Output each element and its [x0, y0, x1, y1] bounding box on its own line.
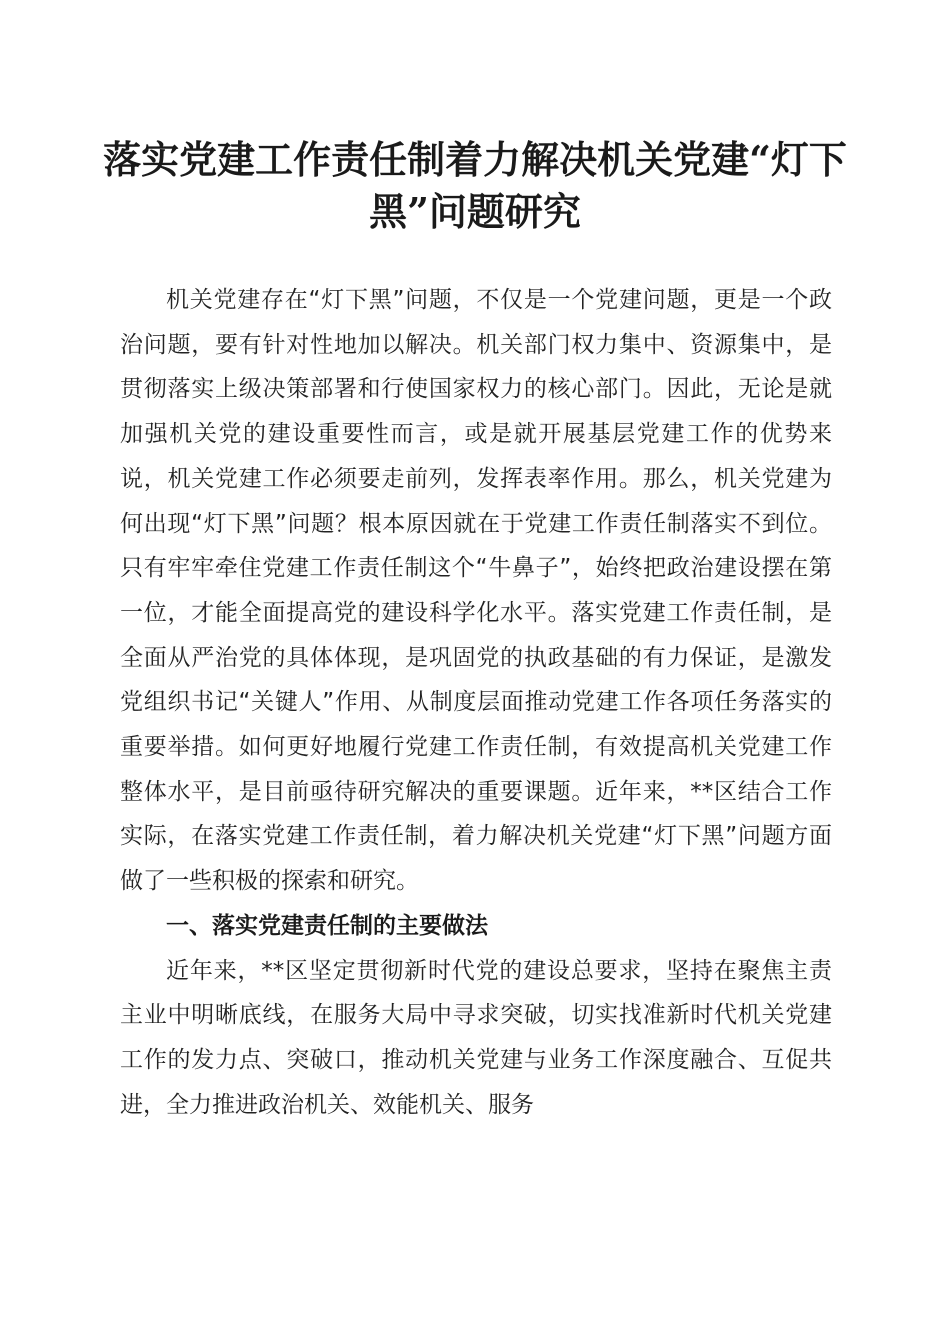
document-title-line-2: 黑”问题研究 [369, 189, 581, 234]
document-title [100, 134, 850, 238]
intro-paragraph: 机关党建存在“灯下黑”问题，不仅是一个党建问题，更是一个政治问题，要有针对性地加以解决。机关部门权力集中、资源集中，是贯彻落实上级决策部署和行使国家权力的核心部门。因此，无论是就加强机关党的建设重要性而言，或是就开展基层党建工作的优势来说，机关党建工作必须要走前列，发挥表率作用。那么，机关党建为何出现“灯下黑”问题？根本原因就在于党建工作责任制落实不到位。只有牢牢牵住党建工作责任制这个“牛鼻子”，始终把政治建设摆在第一位，才能全面提高党的建设科学化水平。落实党建工作责任制，是全面从严治党的具体体现，是巩固党的执政基础的有力保证，是激发党组织书记“关键人”作用、从制度层面推动党建工作各项任务落实的重要举措。如何更好地履行党建工作责任制，有效提高机关党建工作整体水平，是目前亟待研究解决的重要课题。近年来，**区结合工作实际，在落实党建工作责任制，着力解决机关党建“灯下黑”问题方面做了一些积极的探索和研究。 [120, 287, 832, 895]
document-body [120, 278, 832, 1127]
section-1-heading: 一、落实党建责任制的主要做法 [166, 912, 488, 939]
document-title-line-1: 落实党建工作责任制着力解决机关党建“灯下 [103, 137, 847, 182]
section-1-paragraph: 近年来，**区坚定贯彻新时代党的建设总要求，坚持在聚焦主责主业中明晰底线，在服务大局中寻求突破，切实找准新时代机关党建工作的发力点、突破口，推动机关党建与业务工作深度融合、互促共进，全力推进政治机关、效能机关、服务 [120, 957, 832, 1118]
